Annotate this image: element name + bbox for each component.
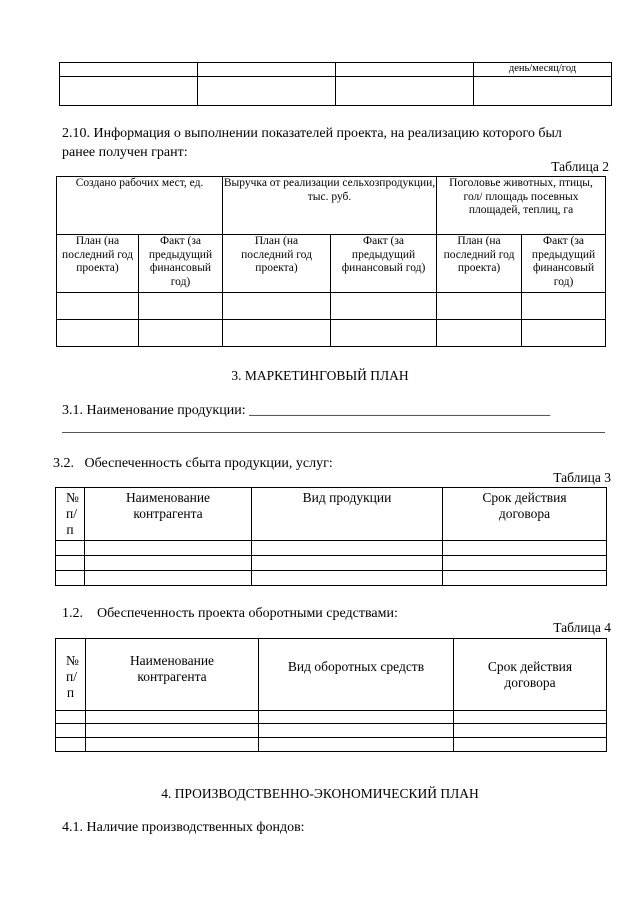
table-cell: день/месяц/год xyxy=(474,63,612,77)
table-cell[interactable] xyxy=(454,724,607,738)
table-2-subhead: Факт (за предыдущий финансовый год) xyxy=(331,235,437,293)
table-cell[interactable] xyxy=(259,724,454,738)
table-4-header-term: Срок действия договора xyxy=(454,639,607,711)
table-cell[interactable] xyxy=(56,541,85,556)
table-cell[interactable] xyxy=(259,738,454,752)
table-cell[interactable] xyxy=(522,320,606,347)
table-4-header-num: № п/п xyxy=(56,639,86,711)
product-name-line[interactable]: 3.1. Наименование продукции: ___________________________________________ xyxy=(62,403,551,418)
table-4-header-assets: Вид оборотных средств xyxy=(259,639,454,711)
table-2-subhead: Факт (за предыдущий финансовый год) xyxy=(522,235,606,293)
table-cell[interactable] xyxy=(56,738,86,752)
table-cell[interactable] xyxy=(223,293,331,320)
table-cell[interactable] xyxy=(252,571,443,586)
table-cell[interactable] xyxy=(56,711,86,724)
table-cell[interactable] xyxy=(437,293,522,320)
group-label: Выручка от реализации сельхозпродукции, тыс. руб. xyxy=(223,177,436,203)
item-1-2: 1.2. Обеспеченность проекта оборотными средствами: xyxy=(62,606,398,621)
item-4-1: 4.1. Наличие производственных фондов: xyxy=(62,820,305,835)
table-cell[interactable] xyxy=(57,293,139,320)
table-3 xyxy=(55,487,607,586)
table-4-caption: Таблица 4 xyxy=(553,620,611,635)
table-cell[interactable] xyxy=(139,320,223,347)
table-cell[interactable] xyxy=(86,711,259,724)
table-cell[interactable] xyxy=(454,738,607,752)
table-cell[interactable] xyxy=(86,738,259,752)
section-4-title: 4. ПРОИЗВОДСТВЕННО-ЭКОНОМИЧЕСКИЙ ПЛАН xyxy=(161,786,479,801)
table-2-subhead: План (на последний год проекта) xyxy=(57,235,139,293)
table-cell xyxy=(60,63,198,77)
section-3-title: 3. МАРКЕТИНГОВЫЙ ПЛАН xyxy=(231,368,409,383)
table-cell[interactable] xyxy=(252,556,443,571)
group-label: Создано рабочих мест, ед. xyxy=(75,177,204,189)
table-2-group-livestock xyxy=(437,177,606,235)
table-2-subhead: План (на последний год проекта) xyxy=(223,235,331,293)
table-3-header-counterparty: Наименование контрагента xyxy=(85,488,252,541)
table-cell[interactable] xyxy=(331,293,437,320)
table-cell[interactable] xyxy=(56,724,86,738)
table-cell[interactable] xyxy=(198,77,336,106)
table-cell[interactable] xyxy=(86,724,259,738)
table-2-caption: Таблица 2 xyxy=(551,159,609,174)
table-cell[interactable] xyxy=(443,571,607,586)
table-4 xyxy=(55,638,607,752)
table-cell[interactable] xyxy=(331,320,437,347)
table-cell[interactable] xyxy=(85,541,252,556)
blank-fill-line[interactable] xyxy=(62,432,605,433)
table-cell[interactable] xyxy=(474,77,612,106)
table-4-header-counterparty: Наименование контрагента xyxy=(86,639,259,711)
table-cell[interactable] xyxy=(443,541,607,556)
item-3-2: 3.2. Обеспеченность сбыта продукции, услуг: xyxy=(53,456,333,471)
table-cell[interactable] xyxy=(85,556,252,571)
table-3-header-num: № п/п xyxy=(56,488,85,541)
table-cell[interactable] xyxy=(522,293,606,320)
table-cell[interactable] xyxy=(259,711,454,724)
table-2-group-jobs xyxy=(57,177,223,235)
table-cell[interactable] xyxy=(57,320,139,347)
table-cell[interactable] xyxy=(223,320,331,347)
table-2 xyxy=(56,176,606,347)
table-cell[interactable] xyxy=(437,320,522,347)
table-cell[interactable] xyxy=(60,77,198,106)
table-3-caption: Таблица 3 xyxy=(553,470,611,485)
paragraph-2-10-line1: 2.10. Информация о выполнении показателей проекта, на реализацию которого был xyxy=(62,126,562,141)
table-cell xyxy=(198,63,336,77)
table-cell[interactable] xyxy=(443,556,607,571)
table-cell xyxy=(336,63,474,77)
table-3-header-term: Срок действия договора xyxy=(443,488,607,541)
table-cell[interactable] xyxy=(454,711,607,724)
table-2-group-revenue xyxy=(223,177,437,235)
table-cell[interactable] xyxy=(85,571,252,586)
table-cell[interactable] xyxy=(139,293,223,320)
table-2-subhead: Факт (за предыдущий финансовый год) xyxy=(139,235,223,293)
table-cell[interactable] xyxy=(56,571,85,586)
paragraph-2-10-line2: ранее получен грант: xyxy=(62,145,188,160)
table-cell[interactable] xyxy=(56,556,85,571)
table-cell[interactable] xyxy=(336,77,474,106)
table-cell[interactable] xyxy=(252,541,443,556)
top-table xyxy=(59,62,612,106)
table-2-subhead: План (на последний год проекта) xyxy=(437,235,522,293)
group-label: Поголовье животных, птицы, гол/ площадь посевных площадей, теплиц, га xyxy=(449,177,593,216)
table-3-header-product: Вид продукции xyxy=(252,488,443,541)
